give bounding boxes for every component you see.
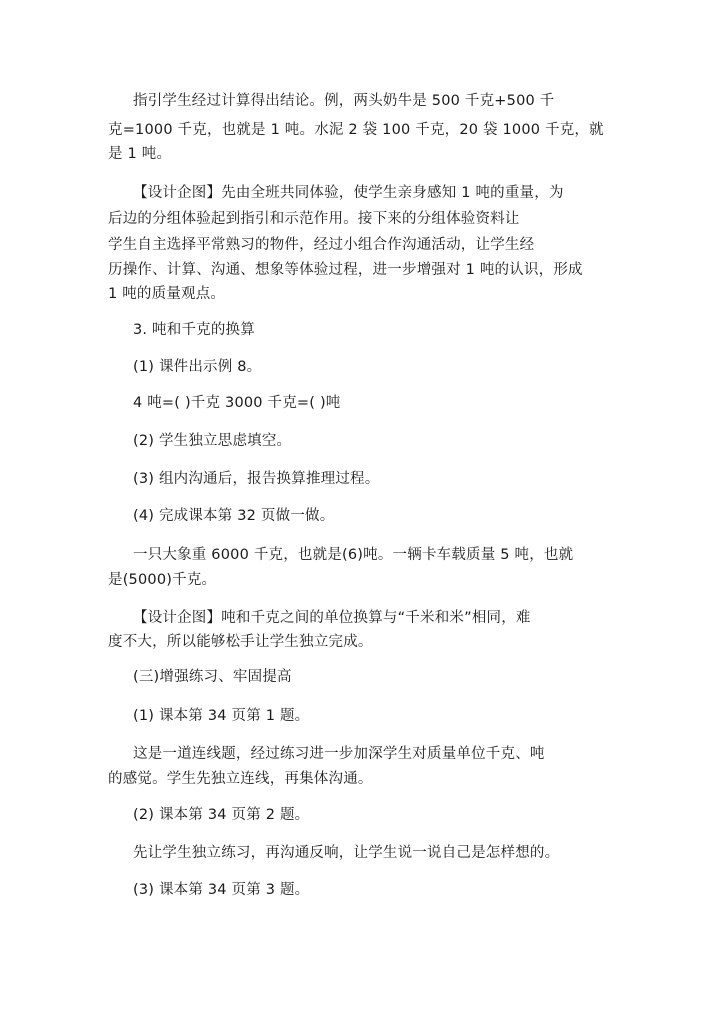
list-item: (4) 完成课本第 32 页做一做。 (133, 508, 335, 524)
paragraph-line: 克=1000 千克，也就是 1 吨。水泥 2 袋 100 千克，20 袋 1000 千克，就 (108, 122, 604, 138)
section-heading: (三)增强练习、牢固提高 (133, 669, 292, 685)
section-heading: 3. 吨和千克的换算 (133, 322, 255, 338)
design-intent-line: 后边的分组体验起到指引和示范作用。接下来的分组体验资料让 (108, 211, 520, 227)
paragraph-line: 先让学生独立练习，再沟通反响，让学生说一说自己是怎样想的。 (133, 845, 560, 861)
design-intent-line: 【设计企图】先由全班共同体验，使学生亲身感知 1 吨的重量，为 (133, 185, 564, 201)
design-intent-line: 1 吨的质量观点。 (108, 286, 226, 302)
paragraph-line: 是 1 吨。 (108, 146, 172, 162)
list-item: (1) 课件出示例 8。 (133, 359, 262, 375)
design-intent-line: 度不大，所以能够松手让学生独立完成。 (108, 634, 373, 650)
design-intent-line: 历操作、计算、沟通、想象等体验过程，进一步增强对 1 吨的认识，形成 (108, 262, 583, 278)
design-intent-line: 【设计企图】吨和千克之间的单位换算与“千米和米”相同，难 (133, 610, 531, 626)
paragraph-line: 的感觉。学生先独立连线，再集体沟通。 (108, 771, 373, 787)
paragraph-line: 一只大象重 6000 千克，也就是(6)吨。一辆卡车载质量 5 吨，也就 (133, 547, 574, 563)
design-intent-line: 学生自主选择平常熟习的物件，经过小组合作沟通活动，让学生经 (108, 237, 535, 253)
list-item: (2) 课本第 34 页第 2 题。 (133, 807, 310, 823)
paragraph-line: 是(5000)千克。 (108, 572, 217, 588)
list-item: (1) 课本第 34 页第 1 题。 (133, 708, 310, 724)
list-item: (3) 组内沟通后，报告换算推理过程。 (133, 471, 380, 487)
paragraph-line: 这是一道连线题，经过练习进一步加深学生对质量单位千克、吨 (133, 746, 545, 762)
exercise-line: 4 吨=( )千克 3000 千克=( )吨 (133, 395, 341, 411)
paragraph-line: 指引学生经过计算得出结论。例，两头奶牛是 500 千克+500 千 (133, 93, 555, 109)
list-item: (3) 课本第 34 页第 3 题。 (133, 882, 310, 898)
list-item: (2) 学生独立思虑填空。 (133, 433, 292, 449)
